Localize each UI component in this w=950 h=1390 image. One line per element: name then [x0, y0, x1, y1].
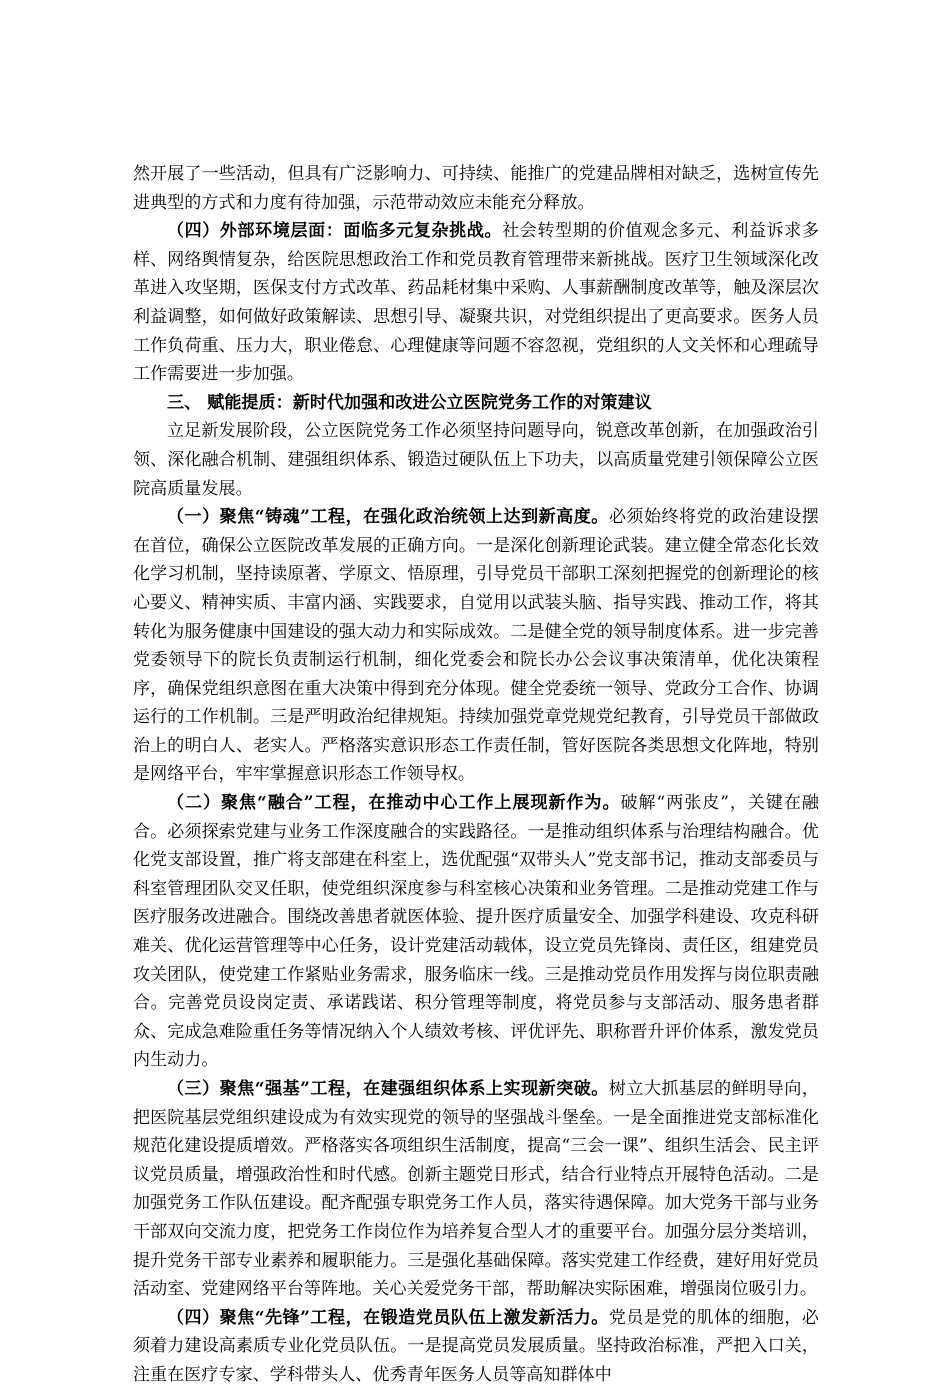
paragraph-external-environment	[133, 217, 819, 389]
paragraph-lead: （二）聚焦“融合”工程，在推动中心工作上展现新作为。	[167, 793, 621, 814]
paragraph-text: 党员是党的肌体的细胞，必须着力建设高素质专业化党员队伍。一是提高党员发展质量。坚持政治标准，严把入口关，注重在医疗专家、学科带头人、优秀青年医务人员等高知群体中	[133, 1307, 820, 1385]
paragraph-text: 树立大抓基层的鲜明导向，把医院基层党组织建设成为有效实现党的领导的坚强战斗堡垒。一是全面推进党支部标准化规范化建设提质增效。严格落实各项组织生活制度，提高“三会一课”、组织生活会、民主评议党员质量，增强政治性和时代感。创新主题党日形式，结合行业特点开展特色活动。二是加强党务工作队伍建设。配齐配强专职党务工作人员，落实待遇保障。加大党务干部与业务干部双向交流力度，把党务工作岗位作为培养复合型人才的重要平台。加强分层分类培训，提升党务干部专业素养和履职能力。三是强化基础保障。落实党建工作经费，建好用好党员活动室、党建网络平台等阵地。关心关爱党务干部，帮助解决实际困难，增强岗位吸引力。	[133, 1079, 820, 1300]
paragraph-lead: （四）外部环境层面：面临多元复杂挑战。	[167, 221, 503, 242]
paragraph-text: 破解“两张皮”，关键在融合。必须探索党建与业务工作深度融合的实践路径。一是推动组织体系与治理结构融合。优化党支部设置，推广将支部建在科室上，选优配强“双带头人”党支部书记，推动支部委员与科室管理团队交叉任职，使党组织深度参与科室核心决策和业务管理。二是推动党建工作与医疗服务改进融合。围绕改善患者就医体验、提升医疗质量安全、加强学科建设、攻克科研难关、优化运营管理等中心任务，设计党建活动载体，设立党员先锋岗、责任区，组建党员攻关团队，使党建工作紧贴业务需求，服务临床一线。三是推动党员作用发挥与岗位职责融合。完善党员设岗定责、承诺践诺、积分管理等制度，将党员参与支部活动、服务患者群众、完成急难险重任务等情况纳入个人绩效考核、评优评先、职称晋升评价体系，激发党员内生动力。	[133, 793, 819, 1071]
paragraph-lead: （四）聚焦“先锋”工程，在锻造党员队伍上激发新活力。	[167, 1307, 609, 1328]
paragraph-text: 社会转型期的价值观念多元、利益诉求多样、网络舆情复杂，给医院思想政治工作和党员教育管理带来新挑战。医疗卫生领域深化改革进入攻坚期，医保支付方式改革、药品耗材集中采购、人事薪酬制度改革等，触及深层次利益调整，如何做好政策解读、思想引导、凝聚共识，对党组织提出了更高要求。医务人员工作负荷重、压力大，职业倦怠、心理健康等问题不容忽视，党组织的人文关怀和心理疏导工作需要进一步加强。	[133, 221, 819, 385]
section-heading-text: 三、 赋能提质：新时代加强和改进公立医院党务工作的对策建议	[167, 392, 652, 413]
section-heading	[133, 389, 819, 418]
paragraph-text: 立足新发展阶段，公立医院党务工作必须坚持问题导向，锐意改革创新，在加强政治引领、深化融合机制、建强组织体系、锻造过硬队伍上下功夫，以高质量党建引领保障公立医院高质量发展。	[133, 421, 819, 499]
paragraph-xianfeng	[133, 1304, 819, 1390]
paragraph-qiangji	[133, 1075, 819, 1304]
paragraph-lead: （三）聚焦“强基”工程，在建强组织体系上实现新突破。	[167, 1079, 609, 1099]
paragraph-ronghe	[133, 789, 819, 1075]
document-page	[133, 160, 819, 1390]
paragraph-intro	[133, 417, 819, 503]
paragraph-continuation	[133, 160, 819, 217]
paragraph-zhuhun	[133, 503, 819, 789]
paragraph-text: 然开展了一些活动，但具有广泛影响力、可持续、能推广的党建品牌相对缺乏，选树宣传先进典型的方式和力度有待加强，示范带动效应未能充分释放。	[133, 164, 819, 213]
paragraph-text: 必须始终将党的政治建设摆在首位，确保公立医院改革发展的正确方向。一是深化创新理论武装。建立健全常态化长效化学习机制，坚持读原著、学原文、悟原理，引导党员干部职工深刻把握党的创新理论的核心要义、精神实质、丰富内涵、实践要求，自觉用以武装头脑、指导实践、推动工作，将其转化为服务健康中国建设的强大动力和实际成效。二是健全党的领导制度体系。进一步完善党委领导下的院长负责制运行机制，细化党委会和院长办公会议事决策清单，优化决策程序，确保党组织意图在重大决策中得到充分体现。健全党委统一领导、党政分工合作、协调运行的工作机制。三是严明政治纪律规矩。持续加强党章党规党纪教育，引导党员干部做政治上的明白人、老实人。严格落实意识形态工作责任制，管好医院各类思想文化阵地，特别是网络平台，牢牢掌握意识形态工作领导权。	[133, 507, 820, 785]
paragraph-lead: （一）聚焦“铸魂”工程，在强化政治统领上达到新高度。	[167, 507, 609, 528]
